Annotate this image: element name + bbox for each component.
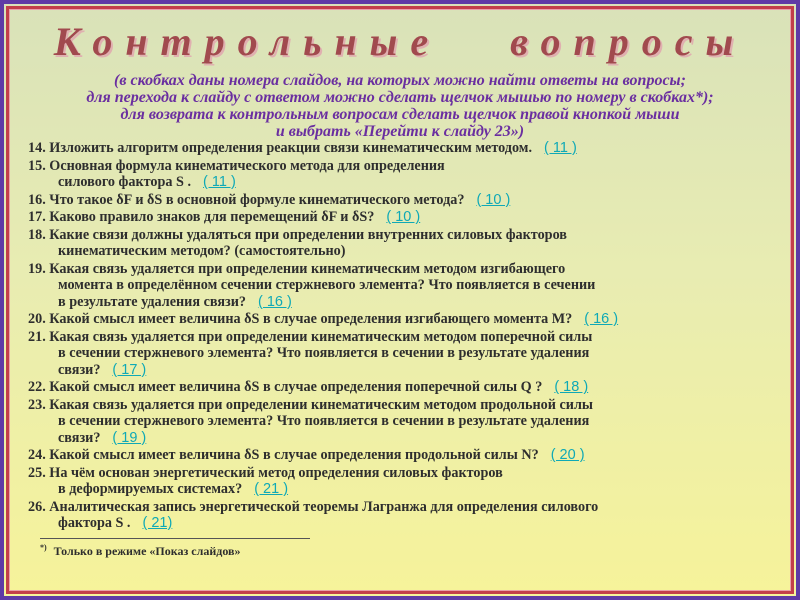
slide-subtitle <box>4 72 796 140</box>
answer-slide-link[interactable]: ( 19 ) <box>112 429 147 446</box>
footnote <box>40 538 310 559</box>
question-item <box>28 465 776 498</box>
question-text <box>28 294 776 310</box>
question-text <box>28 227 776 243</box>
answer-slide-link[interactable]: ( 11 ) <box>544 140 577 156</box>
question-text <box>28 329 776 345</box>
question-line: 25. На чём основан энергетический метод определения силовых факторов <box>28 464 503 481</box>
question-line: фактора S . <box>58 515 131 532</box>
questions-list <box>28 140 776 533</box>
question-text <box>28 243 776 259</box>
question-item <box>28 379 776 395</box>
question-line: в деформируемых системах? <box>58 481 243 498</box>
question-text <box>28 174 776 190</box>
question-text <box>28 158 776 174</box>
question-line: 18. Какие связи должны удаляться при определении внутренних силовых факторов <box>28 226 567 243</box>
question-text <box>28 499 776 515</box>
question-line: в сечении стержневого элемента? Что появляется в сечении в результате удаления <box>58 413 590 430</box>
question-line: 23. Какая связь удаляется при определении кинематическим методом продольной силы <box>28 396 594 413</box>
question-line: силового фактора S . <box>58 174 192 190</box>
question-text <box>28 481 776 497</box>
slide-title: Контрольные вопросы <box>53 19 747 64</box>
question-item <box>28 227 776 260</box>
answer-slide-link[interactable]: ( 16 ) <box>257 293 292 310</box>
question-text <box>28 430 776 446</box>
question-item <box>28 499 776 532</box>
question-item <box>28 158 776 191</box>
answer-slide-link[interactable]: ( 16 ) <box>584 311 619 328</box>
question-line: 20. Какой смысл имеет величина δS в случае определения изгибающего момента M? <box>28 311 573 328</box>
question-item <box>28 329 776 378</box>
question-line: 14. Изложить алгоритм определения реакции связи кинематическим методом. <box>28 140 532 156</box>
answer-slide-link[interactable]: ( 18 ) <box>554 379 589 396</box>
question-line: в результате удаления связи? <box>58 293 246 310</box>
question-text <box>28 192 776 208</box>
question-text <box>28 209 776 225</box>
question-line: связи? <box>58 361 101 378</box>
question-item <box>28 447 776 463</box>
question-line: в сечении стержневого элемента? Что появляется в сечении в результате удаления <box>58 345 590 362</box>
question-text <box>28 447 776 463</box>
question-item <box>28 311 776 327</box>
question-line: 17. Каково правило знаков для перемещений δF и δS? <box>28 209 375 226</box>
question-line: 26. Аналитическая запись энергетической теоремы Лагранжа для определения силового <box>28 498 599 515</box>
footnote-text: Только в режиме «Показ слайдов» <box>53 544 241 558</box>
question-text <box>28 465 776 481</box>
subtitle-line: (в скобках даны номера слайдов, на которых можно найти ответы на вопросы; <box>114 72 686 89</box>
question-text <box>28 277 776 293</box>
answer-slide-link[interactable]: ( 17 ) <box>112 361 147 378</box>
question-item <box>28 209 776 225</box>
question-item <box>28 261 776 310</box>
question-text <box>28 345 776 361</box>
question-item <box>28 192 776 208</box>
footnote-mark: *) <box>40 543 47 552</box>
question-item <box>28 140 776 156</box>
question-line: 24. Какой смысл имеет величина δS в случае определения продольной силы N? <box>28 447 539 464</box>
question-text <box>28 140 776 156</box>
question-text <box>28 362 776 378</box>
answer-slide-link[interactable]: ( 21 ) <box>254 481 289 498</box>
question-item <box>28 397 776 446</box>
question-line: связи? <box>58 429 101 446</box>
question-line: 21. Какая связь удаляется при определении кинематическим методом поперечной силы <box>28 328 593 345</box>
answer-slide-link[interactable]: ( 20 ) <box>550 447 585 464</box>
question-line: 19. Какая связь удаляется при определении кинематическим методом изгибающего <box>28 260 566 277</box>
answer-slide-link[interactable]: ( 10 ) <box>476 191 511 208</box>
question-text <box>28 413 776 429</box>
answer-slide-link[interactable]: ( 21) <box>142 515 173 532</box>
subtitle-line: для перехода к слайду с ответом можно сделать щелчок мышью по номеру в скобках*); <box>86 89 714 106</box>
question-line: 22. Какой смысл имеет величина δS в случае определения поперечной силы Q ? <box>28 379 543 396</box>
question-line: момента в определённом сечении стержневого элемента? Что появляется в сечении <box>58 277 596 294</box>
question-text <box>28 379 776 395</box>
subtitle-line: для возврата к контрольным вопросам сделать щелчок правой кнопкой мыши <box>120 106 680 123</box>
answer-slide-link[interactable]: ( 11 ) <box>203 174 236 190</box>
subtitle-line: и выбрать «Перейти к слайду 23») <box>275 123 525 140</box>
question-line: 16. Что такое δF и δS в основной формуле кинематического метода? <box>28 191 465 208</box>
question-text <box>28 261 776 277</box>
answer-slide-link[interactable]: ( 10 ) <box>386 209 421 226</box>
question-line: кинематическим методом? (самостоятельно) <box>58 243 346 260</box>
question-text <box>28 311 776 327</box>
question-line: 15. Основная формула кинематического метода для определения <box>28 157 445 174</box>
question-text <box>28 515 776 531</box>
question-text <box>28 397 776 413</box>
